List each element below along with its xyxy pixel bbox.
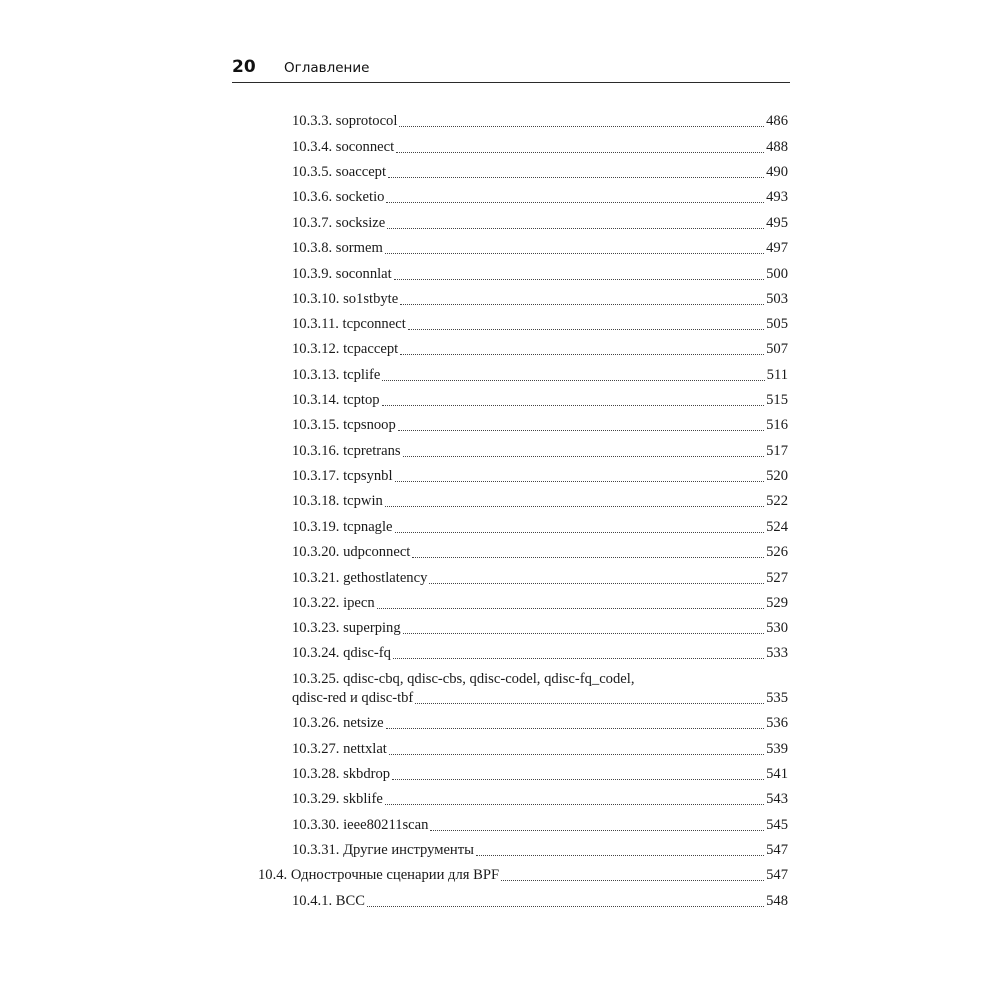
leader-dots	[392, 779, 764, 780]
leader-dots	[382, 380, 764, 381]
toc-entry-label: 10.3.27. nettxlat	[292, 741, 387, 757]
toc-entry-label: 10.3.25. qdisc-cbq, qdisc-cbs, qdisc-codel, qdisc-fq_codel,	[292, 671, 635, 687]
leader-dots	[501, 880, 764, 881]
toc-entry	[292, 290, 788, 309]
toc-entry	[292, 841, 788, 860]
toc-entry-label: 10.3.31. Другие инструменты	[292, 842, 474, 858]
toc-entry-label: 10.3.10. so1stbyte	[292, 291, 399, 307]
toc-entry-page: 507	[766, 341, 788, 357]
toc-entry-label: 10.3.22. ipecn	[292, 595, 375, 611]
toc-entry	[292, 442, 788, 461]
toc-entry-label: 10.3.17. tcpsynbl	[292, 468, 393, 484]
toc-entry	[292, 543, 788, 562]
toc-entry	[292, 188, 788, 207]
toc-entry	[292, 518, 788, 537]
toc-entry-page: 488	[766, 139, 788, 155]
toc-entry-label: 10.3.8. sormem	[292, 240, 383, 256]
toc-entry-label: 10.3.29. skblife	[292, 791, 383, 807]
leader-dots	[385, 506, 764, 507]
toc-entry-label: 10.3.9. soconnlat	[292, 266, 392, 282]
toc-entry	[292, 366, 788, 385]
running-title: Оглавление	[284, 60, 370, 76]
leader-dots	[429, 583, 764, 584]
toc-entry-page: 548	[766, 893, 788, 909]
toc-entry-label-cont: qdisc-red и qdisc-tbf	[292, 690, 414, 706]
toc-entry-label: 10.3.3. soprotocol	[292, 113, 398, 129]
toc-entry-page: 545	[766, 817, 788, 833]
toc-entry-page: 505	[766, 316, 788, 332]
toc-entry-label: 10.3.26. netsize	[292, 715, 384, 731]
toc-entry-page: 497	[766, 240, 788, 256]
toc-entry	[292, 594, 788, 613]
toc-entry-page: 493	[766, 189, 788, 205]
toc-entry	[292, 340, 788, 359]
toc-entry	[292, 816, 788, 835]
toc-entry	[292, 138, 788, 157]
leader-dots	[403, 456, 764, 457]
toc-entry-label: 10.3.18. tcpwin	[292, 493, 383, 509]
toc-entry-page: 522	[766, 493, 788, 509]
toc-entry-page: 524	[766, 519, 788, 535]
toc-entry-label: 10.3.16. tcpretrans	[292, 443, 401, 459]
leader-dots	[386, 202, 764, 203]
toc-section-entry	[258, 866, 788, 885]
toc-entry-page: 515	[766, 392, 788, 408]
leader-dots	[430, 830, 764, 831]
toc-entry	[292, 569, 788, 588]
toc-entry-label: 10.3.23. superping	[292, 620, 401, 636]
toc-entry-label: 10.3.13. tcplife	[292, 367, 381, 383]
toc-entry-continuation	[292, 689, 788, 708]
leader-dots	[400, 354, 764, 355]
toc-entry	[292, 265, 788, 284]
leader-dots	[396, 152, 764, 153]
toc-entry	[292, 714, 788, 733]
toc-entry	[292, 416, 788, 435]
leader-dots	[400, 304, 764, 305]
toc-entry-page: 530	[766, 620, 788, 636]
toc-entry-page: 511	[766, 367, 788, 383]
toc-entry-page: 500	[766, 266, 788, 282]
toc-entry-page: 527	[766, 570, 788, 586]
leader-dots	[398, 430, 764, 431]
toc-entry-page: 529	[766, 595, 788, 611]
leader-dots	[387, 228, 764, 229]
toc-entry-label: 10.3.7. socksize	[292, 215, 386, 231]
toc-entry-page: 535	[766, 690, 788, 706]
leader-dots	[386, 728, 765, 729]
leader-dots	[412, 557, 764, 558]
toc-entry-page: 536	[766, 715, 788, 731]
toc-entry-page: 539	[766, 741, 788, 757]
toc-entry	[292, 670, 788, 708]
toc-entry	[292, 790, 788, 809]
toc-entry-page: 547	[766, 842, 788, 858]
toc-entry-label: 10.3.6. socketio	[292, 189, 385, 205]
leader-dots	[388, 177, 764, 178]
toc-entry-label: 10.3.12. tcpaccept	[292, 341, 399, 357]
toc-entry	[292, 112, 788, 131]
toc-entry	[292, 214, 788, 233]
toc-entry	[292, 740, 788, 759]
toc-entry-page: 503	[766, 291, 788, 307]
toc-entry	[292, 765, 788, 784]
toc-entry	[292, 619, 788, 638]
toc-entry-page: 526	[766, 544, 788, 560]
leader-dots	[403, 633, 764, 634]
toc-entry	[292, 644, 788, 663]
leader-dots	[415, 703, 764, 704]
toc-entry-label: 10.3.20. udpconnect	[292, 544, 411, 560]
toc-entry-page: 543	[766, 791, 788, 807]
toc-entry-label: 10.3.21. gethostlatency	[292, 570, 428, 586]
toc-entry-label: 10.4. Однострочные сценарии для BPF	[258, 867, 500, 883]
toc-entry-page: 541	[766, 766, 788, 782]
leader-dots	[395, 532, 765, 533]
toc-entry	[292, 391, 788, 410]
leader-dots	[476, 855, 764, 856]
leader-dots	[377, 608, 764, 609]
toc-entry-label: 10.3.5. soaccept	[292, 164, 387, 180]
toc-entry-page: 486	[766, 113, 788, 129]
toc-entry-page: 495	[766, 215, 788, 231]
leader-dots	[399, 126, 764, 127]
toc-entry-label: 10.3.30. ieee80211scan	[292, 817, 429, 833]
leader-dots	[394, 279, 764, 280]
toc-entry	[292, 163, 788, 182]
leader-dots	[385, 804, 764, 805]
toc-entry	[292, 239, 788, 258]
toc-entry	[292, 892, 788, 911]
toc-entry-page: 533	[766, 645, 788, 661]
toc-entry-page: 516	[766, 417, 788, 433]
leader-dots	[393, 658, 764, 659]
toc-entry-label: 10.3.24. qdisc-fq	[292, 645, 391, 661]
toc-entry-label: 10.3.14. tcptop	[292, 392, 380, 408]
leader-dots	[385, 253, 764, 254]
leader-dots	[367, 906, 764, 907]
page-number: 20	[232, 57, 256, 77]
toc-entry-label: 10.3.28. skbdrop	[292, 766, 391, 782]
leader-dots	[395, 481, 765, 482]
toc-entry-label: 10.3.11. tcpconnect	[292, 316, 406, 332]
toc-entry-page: 490	[766, 164, 788, 180]
toc-entry	[292, 492, 788, 511]
toc-entry-page: 517	[766, 443, 788, 459]
leader-dots	[408, 329, 764, 330]
toc-entry-page: 520	[766, 468, 788, 484]
toc-entry	[292, 467, 788, 486]
toc-entry-label: 10.3.4. soconnect	[292, 139, 395, 155]
page-header	[232, 56, 790, 83]
leader-dots	[382, 405, 765, 406]
leader-dots	[389, 754, 764, 755]
toc-entry-label: 10.4.1. BCC	[292, 893, 365, 909]
toc-entry-page: 547	[766, 867, 788, 883]
toc-entry-label: 10.3.19. tcpnagle	[292, 519, 393, 535]
toc-entry-label: 10.3.15. tcpsnoop	[292, 417, 396, 433]
toc-entry	[292, 315, 788, 334]
